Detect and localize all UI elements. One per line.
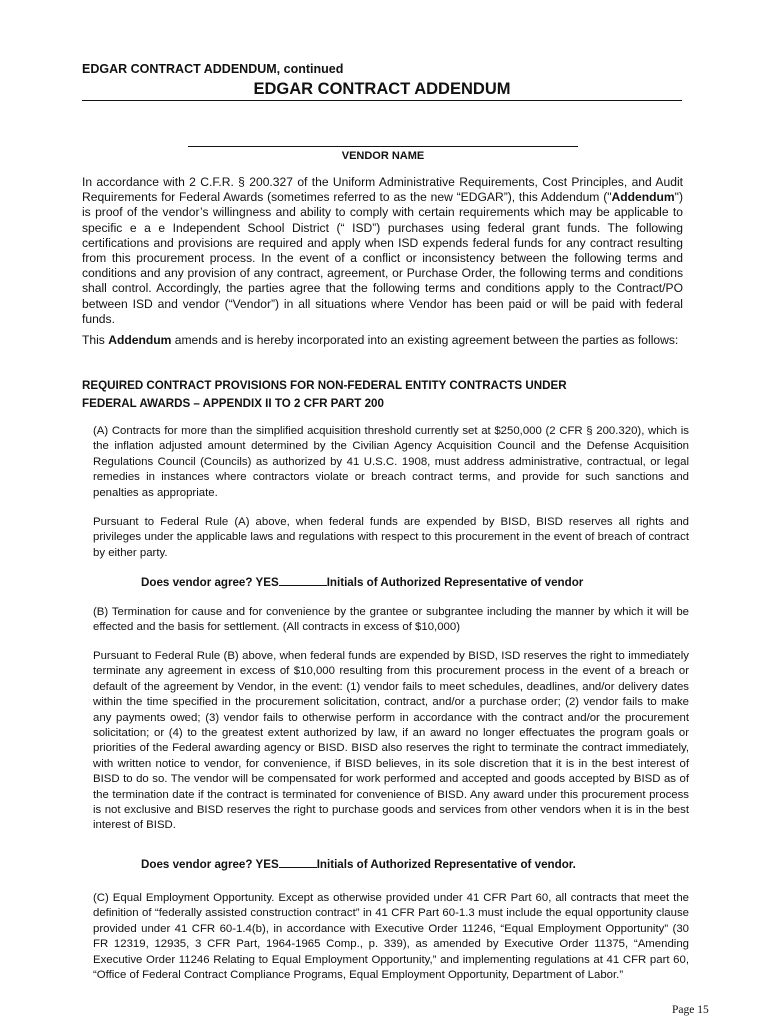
section-b-paragraph: (B) Termination for cause and for convenience by the grantee or subgrantee including the manner by which it will be effected and the basis for settlement. (All contracts in excess of $10,000) bbox=[93, 606, 689, 634]
section-a-agreement-line bbox=[141, 575, 583, 589]
initials-input-a[interactable] bbox=[279, 575, 327, 586]
page-number: Page 15 bbox=[672, 1004, 709, 1016]
amend-text-before: This bbox=[82, 333, 109, 347]
initials-input-b[interactable] bbox=[279, 857, 317, 868]
amend-paragraph bbox=[82, 333, 683, 348]
vendor-name-field-line[interactable] bbox=[188, 146, 578, 147]
agree-prefix: Does vendor agree? YES bbox=[141, 576, 279, 589]
intro-text-before: In accordance with 2 C.F.R. § 200.327 of the Uniform Administrative Requirements, Cost Principles, and Audit Requirements for Federal Awards (sometimes referred to as the new “EDGAR”), this Addendum (" bbox=[82, 175, 683, 205]
intro-bold-word: Addendum bbox=[611, 190, 675, 205]
continued-heading: EDGAR CONTRACT ADDENDUM, continued bbox=[82, 62, 344, 76]
vendor-name-label: VENDOR NAME bbox=[341, 150, 425, 162]
section-b-rule-paragraph: Pursuant to Federal Rule (B) above, when federal funds are expended by BISD, ISD reserves the right to immediately terminate any agreement in excess of $10,000 resulting from this procurement process in the event of a breach or default of the agreement by Vendor, in the event: (1) vendor fails to meet schedules, deadlines, and/or delivery dates within the time specified in the procurement solicitation, contract, and/or a purchase order; (2) vendor fails to make any payments owed; (3) vendor fails to otherwise perform in accordance with the contract and/or the procurement solicitation; or (4) to the greatest extent authorized by law, if an award no longer effectuates the program goals or priorities of the Federal awarding agency or BISD. BISD also reserves the right to terminate the contract immediately, with written notice to vendor, for convenience, if BISD believes, in its sole discretion that it is in the best interest of BISD to do so. The vendor will be compensated for work performed and accepted and goods accepted by BISD as of the termination date if the contract is terminated for convenience of BISD. Any award under this procurement process is not exclusive and BISD reserves the right to purchase goods and services from other vendors when it is in the best interest of BISD. bbox=[93, 650, 689, 832]
required-heading-line-2: FEDERAL AWARDS – APPENDIX II TO 2 CFR PART 200 bbox=[82, 396, 384, 410]
section-b-agreement-line bbox=[141, 857, 576, 871]
agree-prefix: Does vendor agree? YES bbox=[141, 858, 279, 871]
section-c-paragraph: (C) Equal Employment Opportunity. Except as otherwise provided under 41 CFR Part 60, all contracts that meet the definition of “federally assisted construction contract” in 41 CFR Part 60-1.3 must include the equal opportunity clause provided under 41 CFR 60-1.4(b), in accordance with Executive Order 11246, “Equal Employment Opportunity” (30 FR 12319, 12935, 3 CFR Part, 1964-1965 Comp., p. 339), as amended by Executive Order 11375, “Amending Executive Order 11246 Relating to Equal Employment Opportunity,” and implementing regulations at 41 CFR part 60, “Office of Federal Contract Compliance Programs, Equal Employment Opportunity, Department of Labor.” bbox=[93, 892, 689, 982]
amend-bold-word: Addendum bbox=[108, 333, 172, 347]
required-provisions-heading bbox=[82, 377, 683, 412]
intro-text-after: ") is proof of the vendor’s willingness and ability to comply with certain requirements which may be applicable to specific e a e Independent School District (“ ISD”) purchases using federal grant funds. The following certifications and provisions are required and apply when ISD expends federal funds for any contract resulting from this procurement process. In the event of a conflict or inconsistency between the following terms and conditions and any provision of any contract, agreement, or Purchase Order, the following terms and conditions shall control. Accordingly, the parties agree that the following terms and conditions apply to the Contract/PO between ISD and vendor (“Vendor”) in all situations where Vendor has been paid or will be paid with federal funds. bbox=[82, 190, 683, 326]
intro-paragraph bbox=[82, 175, 683, 327]
page-title: EDGAR CONTRACT ADDENDUM bbox=[82, 80, 682, 101]
section-a-paragraph: (A) Contracts for more than the simplified acquisition threshold currently set at $250,000 (2 CFR § 200.320), which is the inflation adjusted amount determined by the Civilian Agency Acquisition Council and the Defense Acquisition Regulations Council (Councils) as authorized by 41 U.S.C. 1908, must address administrative, contractual, or legal remedies in instances where contractors violate or breach contract terms, and provide for such sanctions and penalties as appropriate. bbox=[93, 425, 689, 499]
amend-text-after: amends and is hereby incorporated into an existing agreement between the parties as follows: bbox=[171, 333, 679, 347]
agree-suffix: Initials of Authorized Representative of vendor bbox=[326, 576, 584, 589]
section-a-rule-paragraph: Pursuant to Federal Rule (A) above, when federal funds are expended by BISD, BISD reserves all rights and privileges under the applicable laws and regulations with respect to this procurement in the event of breach of contract by either party. bbox=[93, 516, 689, 559]
agree-suffix: Initials of Authorized Representative of vendor. bbox=[316, 858, 576, 871]
required-heading-line-1: REQUIRED CONTRACT PROVISIONS FOR NON-FEDERAL ENTITY CONTRACTS UNDER bbox=[82, 379, 567, 392]
